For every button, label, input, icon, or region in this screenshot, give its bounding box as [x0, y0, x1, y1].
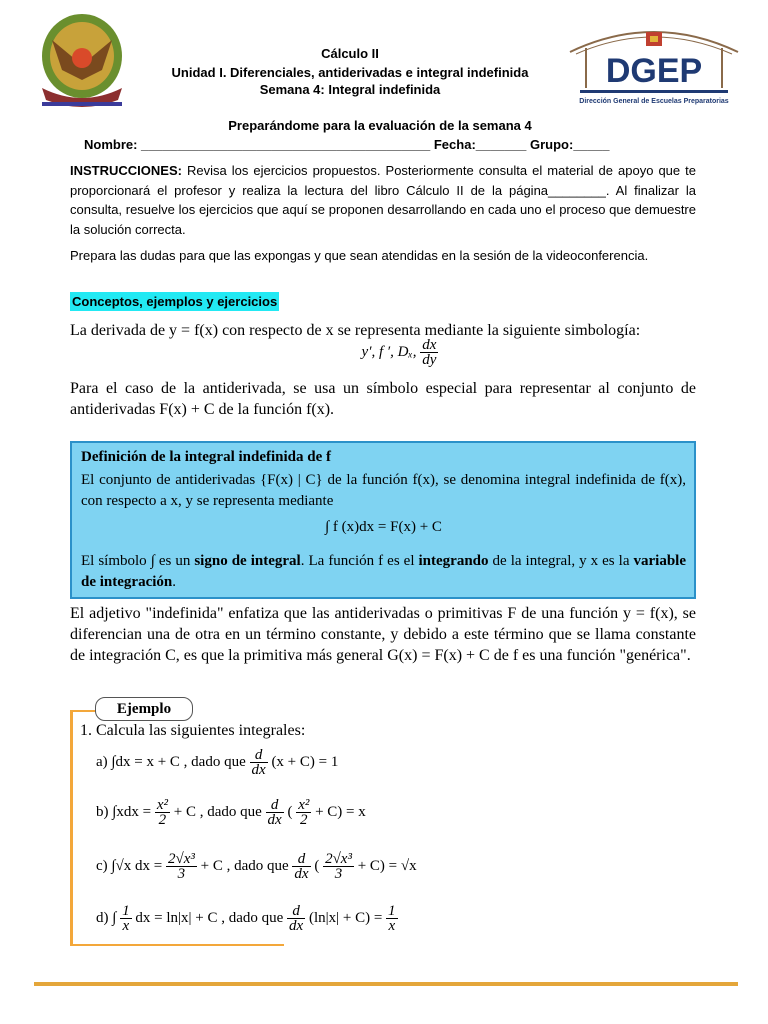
example-frame-left — [70, 710, 73, 946]
svg-text:DGEP: DGEP — [605, 52, 703, 90]
definition-line2: El símbolo ∫ es un signo de integral. La función f es el integrando de la integral, y x es la variable de integración. — [81, 553, 686, 590]
definition-formula: ∫ f (x)dx = F(x) + C — [325, 519, 442, 535]
dx-dy-fraction: $\frac{dx}{dy}$ — [422, 337, 437, 368]
example-b: b) ∫xdx = $\frac{\text{x²}}{2}$ + C , dado que $\frac{d}{dx}$ ( $\frac{\text{x²}}{2}$ + C) = x — [96, 797, 366, 828]
antiderivative-text: Para el caso de la antiderivada, se usa un símbolo especial para representar al conjunto de antiderivadas F(x) + C de la función f(x). — [70, 380, 696, 418]
example-frame-top — [70, 710, 98, 712]
example-a: a) ∫dx = x + C , dado que $\frac{d}{dx}$ (x + C) = 1 — [96, 747, 339, 778]
definition-line1: El conjunto de antiderivadas {F(x) | C} de la función f(x), se denomina integral indefinida de f(x), con respecto a x, y se representa mediante — [81, 472, 686, 509]
example-intro: 1. Calcula las siguientes integrales: — [80, 722, 306, 739]
instructions — [70, 161, 696, 239]
derivative-notations: y′, f ′, Dₓ, — [361, 343, 417, 360]
example-d: d) ∫ $\frac{1}{x}$ dx = ln|x| + C , dado que $\frac{d}{dx}$ (ln|x| + C) = $\frac{1}{x}$ — [96, 903, 396, 934]
prepare-text: Prepara las dudas para que las expongas y que sean atendidas en la sesión de la videoconferencia. — [70, 248, 649, 263]
concepts-heading: Conceptos, ejemplos y ejercicios — [72, 294, 278, 309]
svg-text:Dirección General de Escuelas: Dirección General de Escuelas Preparatorias — [579, 98, 729, 105]
school-seal-logo — [32, 10, 132, 108]
dgep-logo — [566, 18, 742, 108]
footer-rule — [34, 982, 738, 986]
name-date-group-line: Nombre: ________________________________________ Fecha:_______ Grupo:_____ — [84, 137, 610, 152]
example-tab: Ejemplo — [95, 697, 193, 721]
derivative-sentence: La derivada de y = f(x) con respecto de x se representa mediante la siguiente simbología: — [70, 322, 641, 339]
example-c: c) ∫√x dx = $\frac{\text{2√x³}}{3}$ + C , dado que $\frac{d}{dx}$ ( $\frac{\text{2√x³}}{3}$ + C) = √x — [96, 851, 417, 882]
instructions-label: INSTRUCCIONES: — [70, 163, 182, 178]
definition-box — [70, 441, 696, 599]
adjective-text: El adjetivo "indefinida" enfatiza que las antiderivadas o primitivas F de una función y = f(x), se diferencian una de otra en un término constante, y debido a este término que se llama constante de integración C, es que la primitiva más general G(x) = F(x) + C de f es una función "genérica". — [70, 605, 696, 664]
example-frame-bottom — [70, 944, 284, 946]
derivative-symbols — [300, 338, 500, 367]
week-title: Semana 4: Integral indefinida — [259, 82, 441, 97]
prep-title: Preparándome para la evaluación de la semana 4 — [228, 118, 532, 133]
definition-title: Definición de la integral indefinida de f — [81, 449, 332, 465]
unit-title: Unidad I. Diferenciales, antiderivadas e integral indefinida — [171, 65, 529, 80]
instructions-text: Revisa los ejercicios propuestos. Posteriormente consulta el material de apoyo que te proporcionará el profesor y realiza la lectura del libro Cálculo II de la página________. Al finalizar la consulta, resuelve los ejercicios que aquí se proponen desarrollando en cada uno el proceso que demuestre la solución correcta. — [70, 163, 696, 237]
course-title: Cálculo II — [321, 46, 379, 61]
